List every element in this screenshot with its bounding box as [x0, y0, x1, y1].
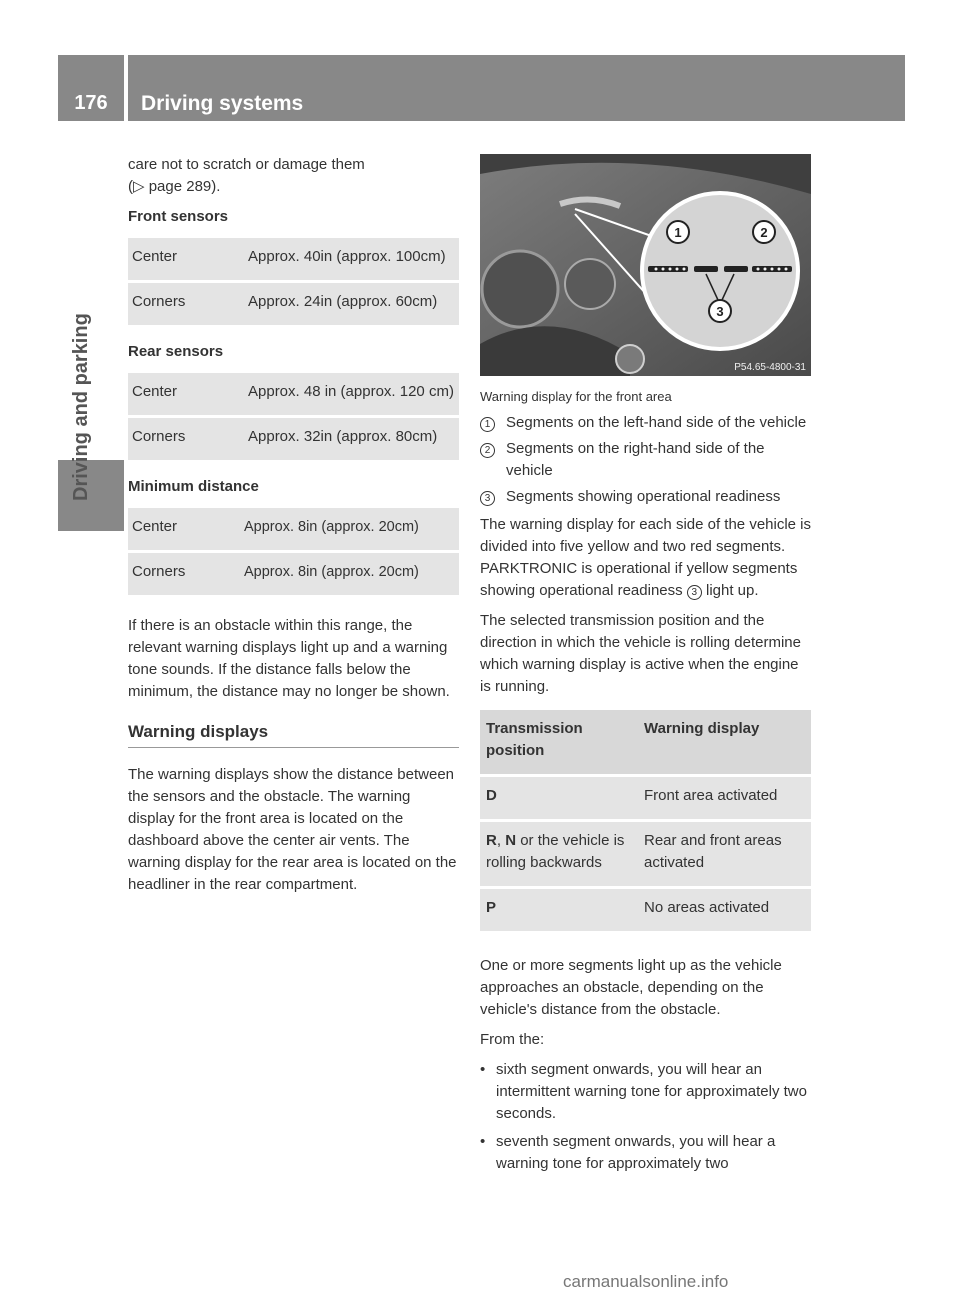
obstacle-paragraph: If there is an obstacle within this range, the relevant warning displays light up and a warning tone sounds. If the distance falls below the minimum, the distance may no longer be shown.	[128, 617, 450, 700]
from-the-label: From the:	[480, 1031, 545, 1048]
list-item: 2 Segments on the right-hand side of the vehicle	[480, 438, 811, 482]
minimum-distance-table	[128, 508, 459, 595]
segments-paragraph: The warning display for each side of the vehicle is divided into five yellow and two red segments. PARKTRONIC is operational if yellow segments showing operational readiness 3 light up.	[480, 516, 812, 599]
table-row: Center Approx. 8in (approx. 20cm)	[132, 518, 419, 535]
list-item: • sixth segment onwards, you will hear an intermittent warning tone for approximately two seconds.	[480, 1061, 807, 1122]
obstacle-segments-paragraph: One or more segments light up as the vehicle approaches an obstacle, depending on the vehicle's distance from the obstacle.	[480, 957, 782, 1018]
intro-text: care not to scratch or damage them (▷ page 289).	[128, 156, 365, 195]
list-item: 3 Segments showing operational readiness	[480, 486, 811, 508]
figure-marker-3: 3	[716, 304, 724, 319]
front-sensors-table	[128, 238, 459, 325]
header-separator	[124, 55, 128, 121]
table-row: D Front area activated	[480, 776, 811, 821]
table-row: P No areas activated	[480, 888, 811, 932]
table-row: Center Approx. 48 in (approx. 120 cm)	[132, 383, 454, 400]
table-row: Corners Approx. 32in (approx. 80cm)	[128, 417, 459, 461]
right-column	[480, 154, 811, 1181]
section-title: Driving systems	[141, 92, 304, 115]
transmission-table	[480, 710, 811, 931]
rear-sensors-table	[128, 373, 459, 460]
watermark-text: carmanualsonline.info	[563, 1272, 729, 1291]
side-tab-label: Driving and parking	[70, 313, 92, 501]
warning-displays-paragraph: The warning displays show the distance between the sensors and the obstacle. The warning display for the front area is located on the dashboard above the center air vents. The warning display for the rear area is located on the headliner in the rear compartment.	[128, 766, 457, 893]
page-number: 176	[74, 92, 108, 114]
figure-code: P54.65-4800-31	[734, 362, 806, 373]
list-item: • seventh segment onwards, you will hear a warning tone for approximately two	[480, 1133, 776, 1172]
figure-marker-2: 2	[760, 225, 768, 240]
table-row: Corners Approx. 24in (approx. 60cm)	[128, 282, 459, 326]
warning-displays-heading: Warning displays	[128, 721, 459, 748]
table-header-row: Transmission position Warning display	[480, 710, 811, 776]
page-reference[interactable]: (▷ page 289).	[128, 178, 221, 195]
dashboard-illustration	[480, 154, 811, 376]
rear-sensors-heading: Rear sensors	[128, 343, 224, 360]
minimum-distance-heading: Minimum distance	[128, 478, 259, 495]
transmission-paragraph: The selected transmission position and the direction in which the vehicle is rolling determine which warning display is active when the engine is running.	[480, 612, 801, 695]
list-item: 1 Segments on the left-hand side of the vehicle	[480, 412, 811, 434]
front-sensors-heading: Front sensors	[128, 208, 229, 225]
figure-marker-1: 1	[674, 225, 682, 240]
front-warning-display-figure	[480, 154, 811, 376]
table-row: Center Approx. 40in (approx. 100cm)	[132, 248, 446, 265]
left-column	[128, 154, 459, 904]
table-row: Corners Approx. 8in (approx. 20cm)	[128, 552, 459, 596]
figure-caption: Warning display for the front area	[480, 389, 672, 404]
table-row: R, N or the vehicle is rolling backwards Rear and front areas activated	[480, 821, 811, 888]
